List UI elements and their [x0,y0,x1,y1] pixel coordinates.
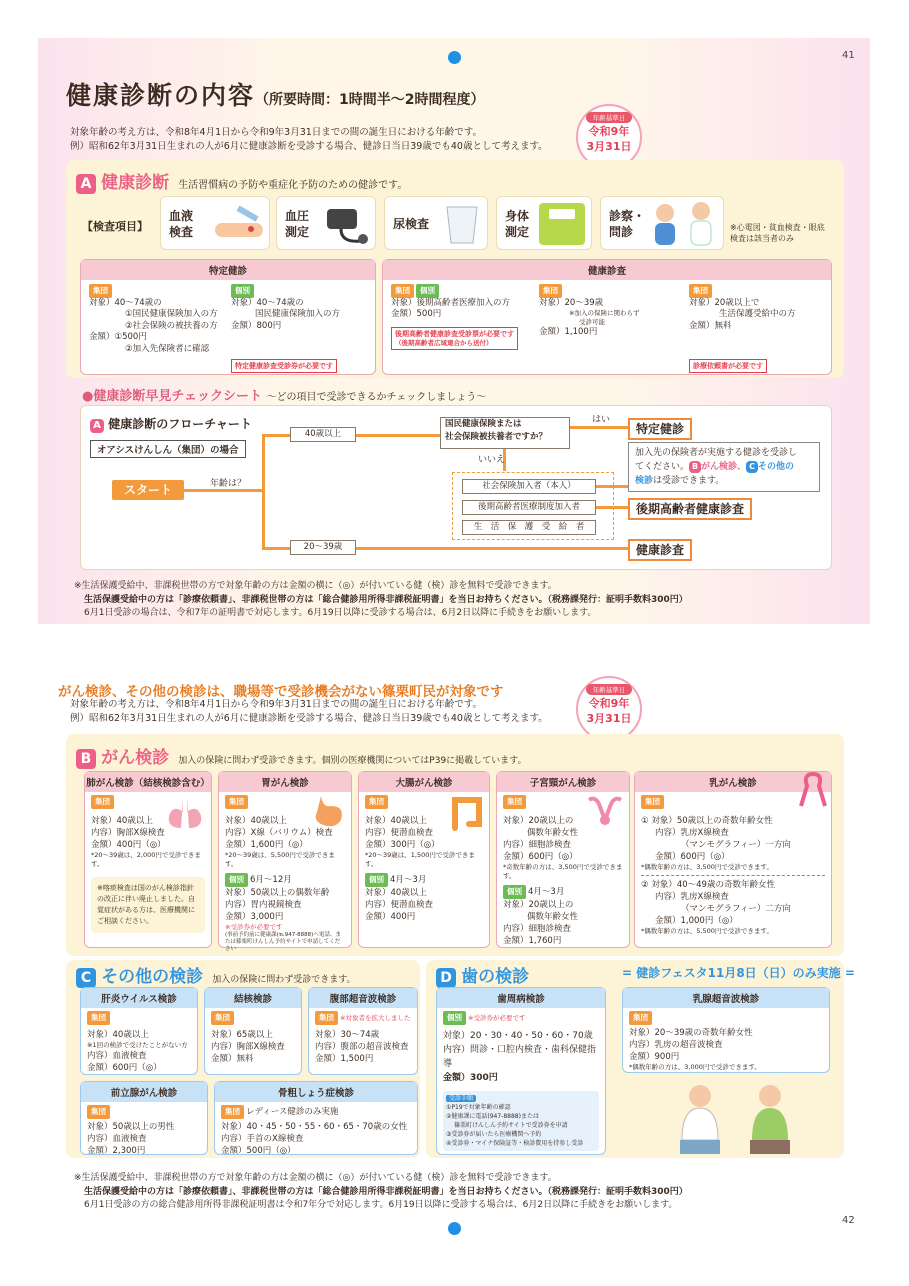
items-note: ※心電図・貧血検査・眼底 検査は該当者のみ [730,223,825,243]
age-base-badge: 年齢基準日 令和9年 3月31日 [576,676,642,742]
flow-line [184,489,264,492]
case-label: オアシスけんしん（集団）の場合 [90,440,246,458]
card-breast-ultrasound [622,987,830,1073]
kenkou-col3-warning: 診療依頼書が必要です [689,359,767,373]
flow-line [596,506,628,509]
card-header: 骨粗しょう症検診 [215,1082,417,1102]
tokutei-col1: 集団 対象）40〜74歳の ①国民健康保険加入の方 ②社会保険の被扶養の方 金額）①500円 ②加入先保険者に確認 [89,286,218,354]
flow-box-social: 社会保険加入者（本人） [462,479,596,494]
page-dot-top [448,51,461,64]
card-body: 集団 ※対象者を拡大しました 対象）30〜74歳 内容）腹部の超音波検査 金額）1,500円 [315,1013,411,1064]
card-abdominal-ultrasound [308,987,418,1075]
age-note: 対象年齢の考え方は、令和8年4月1日から令和9年3月31日までの間の誕生日における年齢です。 例）昭和62年3月31日生まれの人が6月に健康診断を受診する場合、健診日当日39歳でも40歳として考えます。 [70,127,548,152]
flow-line [262,434,265,548]
flowchart-title: A 健康診断のフローチャート [90,415,252,433]
card-prostate [80,1081,208,1155]
fes-title: = 健診フェスタ11月8日（日）のみ実施 = [622,966,855,980]
tokutei-warning: 特定健康診査受診券が必要です [231,359,337,373]
flow-result-elderly: 後期高齢者健康診査 [628,498,752,520]
card-body: 集団 対象）50歳以上の男性 内容）血液検査 金額）2,300円 [87,1107,175,1156]
section-a-heading: A 健康診断 生活習慣病の予防や重症化予防のための健診です。 [76,168,407,194]
section-c-heading: C その他の検診 加入の保険に問わず受診できます。 [76,962,355,988]
card-tokutei [80,259,376,375]
scale-icon [537,201,587,247]
page2-footer: ※生活保護受給中、非課税世帯の方で対象年齢の方は金額の横に（◎）が付いている健（検）診を無料で受診できます。 生活保護受給中の方は「診療依頼書」、非課税世帯の方は「総合健診用所得非課税証明書」を当日お持ちください。（税務課発行：証明手数料300円） 6月1日受診の方の総合健診用所得非課税証明書は令和7年分で対応します。6月19日以降に受診する場合は、6月2日以降に手続きをお願いします。 [74,1173,688,1210]
steps-box: 受診手順 ①P19で対象年齢の確認 ②健康課に電話(947-8888)または 篠栗町けんしん予約サイトで受診券を申請 ③受診券が届いたら医療機関へ予約 ④受診券・マイナ保険証等・検診費用を持参し受診 [443,1091,599,1151]
card-body: 集団 対象）40歳以上 内容）X線（バリウム）検査 金額）1,600円（◎） *20〜39歳は、5,500円で受診できます。 個別 6月〜12月 対象）50歳以上の偶数年齢 内容）胃内視鏡検査 金額）3,000円 ※受診券が必要です (事前予約前に健康課(℡947-8888)へ電話、または篠栗町けんしん予約サイトで申請してください [225,797,341,952]
page-number: 42 [842,1215,855,1226]
kenkou-col1: 集団 個別 対象）後期高齢者医療加入の方 金額）500円 後期高齢者健康診査受診票が必要です （後期高齢者広域連合から送付） [391,284,531,350]
page-title: 健康診断の内容（所要時間：1時間半〜2時間程度） [66,81,485,110]
card-body: 個別 ※受診券が必要です 対象）20・30・40・50・60・70歳 内容）問診・口腔内検査・歯科保健指導 金額）300円 受診手順 ①P19で対象年齢の確認 ②健康課に電話(947-8888)または 篠栗町けんしん予約サイトで受診券を申請 ③受診券が届いたら医療機関へ予約 ④受診券・マイナ保険証等・検診費用を持参し受診 [437,1008,605,1154]
card-tuberculosis [204,987,302,1075]
uterus-icon [585,794,625,828]
flow-question: 国民健康保険または 社会保険被扶養者ですか？ [440,417,570,449]
flow-yes: はい [592,415,611,425]
card-header: 腹部超音波検診 [309,988,417,1008]
card-lung [84,771,212,948]
card-header: 前立腺がん検診 [81,1082,207,1102]
card-breast [634,771,832,948]
flow-no: いいえ [478,455,506,465]
card-header: 歯周病検診 [437,988,605,1008]
card-body: 集団 対象）40歳以上 内容）胸部X線検査 金額）400円（◎） *20〜39歳は、2,000円で受診できます。 ※喀痰検査は国のがん検診指針の改正に伴い廃止しました。自覚症状がある方は、医療機関にご相談ください。 [85,792,211,936]
card-header: 特定健診 [81,260,375,280]
doctor-consultation-illustration [660,1080,810,1158]
card-header: 結核検診 [205,988,301,1008]
flow-line [570,426,628,429]
card-header: 健康診査 [383,260,831,280]
page-dot-bottom [448,1222,461,1235]
card-body: 集団 レディース健診のみ実施 対象）40・45・50・55・60・65・70歳の女性 内容）手首のX線検査 金額）500円（◎） [221,1107,408,1156]
card-stomach [218,771,352,952]
section-b-heading: B がん検診 加入の保険に問わず受診できます。個別の医療機関についてはP39に掲載しています。 [76,743,526,769]
age-note: 対象年齢の考え方は、令和8年4月1日から令和9年3月31日までの間の誕生日における年齢です。 例）昭和62年3月31日生まれの人が6月に健康診断を受診する場合、健診日当日39歳でも40歳として考えます。 [70,699,548,724]
urine-cup-icon [443,203,481,247]
flow-box-welfare: 生 活 保 護 受 給 者 [462,520,596,535]
flow-age-question: 年齢は？ [210,479,247,489]
card-body: 集団 対象）20〜39歳の奇数年齢女性 内容）乳房の超音波検査 金額）900円 *偶数年齢の方は、3,000円で受診できます。 [629,1013,761,1071]
flow-note: 加入先の保険者が実施する健診を受診し てください。 B がん検診、 C その他の 検診は受診できます。 [628,442,820,492]
flow-line [596,485,628,488]
card-body: 集団 対象）65歳以上 内容）胸部X線検査 金額）無料 [211,1013,285,1064]
card-header: 乳がん検診 [635,772,831,792]
age-base-badge: 年齢基準日 令和9年 3月31日 [576,104,642,170]
lungs-icon [165,794,205,832]
card-body: 集団 対象）40歳以上 ※1回の検診で受けたことがない方 内容）血液検査 金額）600円（◎） [87,1013,188,1073]
stomach-icon [311,794,347,830]
card-body: 集団 ① 対象）50歳以上の奇数年齢女性 内容）乳房X線検査 （マンモグラフィー）一方向 金額）600円（◎） *偶数年齢の方は、3,500円で受診できます。 ② 対象）40〜49歳の奇数年齢女性 内容）乳房X線検査 （マンモグラフィー）二方向 金額）1,000円（◎） *偶数年齢の方は、5,500円で受診できます。 [635,792,831,939]
checksheet-heading: ●健康診断早見チェックシート 〜どの項目で受診できるかチェックしましょう〜 [82,389,487,404]
card-header: 肺がん検診（結核検診含む） [85,772,211,792]
page2-heading: がん検診、その他の検診は、職場等で受診機会がない篠栗町民が対象です [58,684,504,700]
flow-start: スタート [112,480,184,500]
card-colon [358,771,490,948]
card-periodontal [436,987,606,1155]
card-header: 乳腺超音波検診 [623,988,829,1008]
doctor-patient-icon [647,199,721,249]
page1-footer: ※生活保護受給中、非課税世帯の方で対象年齢の方は金額の横に（◎）が付いている健（検）診を無料で受診できます。 生活保護受給中の方は「診療依頼書」、非課税世帯の方は「総合健診用所得非課税証明書」を当日お持ちください。（税務課発行：証明手数料300円） 6月1日受診の場合は、令和7年の証明書で対応します。6月19日以降に受診する場合は、6月2日以降に手続きをお願いします。 [74,581,688,618]
section-d-heading: D 歯の検診 [436,962,529,988]
card-header: 子宮頸がん検診 [497,772,629,792]
flow-box-elderly: 後期高齢者医療制度加入者 [462,500,596,515]
blood-pressure-icon [321,201,373,247]
card-header: 肝炎ウイルス検診 [81,988,197,1008]
card-kenkou-shinsa [382,259,832,375]
card-body: 集団 対象）40歳以上 内容）便潜血検査 金額）300円（◎） *20〜39歳は、1,500円で受診できます。 個別 4月〜3月 対象）40歳以上 内容）便潜血検査 金額）400円 [365,797,475,922]
flow-20-39: 20〜39歳 [290,540,356,555]
item-blood-test: 血液 検査 [160,196,270,250]
item-body-measure: 身体 測定 [496,196,592,250]
blood-test-icon [211,203,267,247]
page-number: 41 [842,50,855,61]
pink-ribbon-icon [795,770,831,810]
card-hepatitis [80,987,198,1075]
flow-over40: 40歳以上 [290,427,356,442]
item-blood-pressure: 血圧 測定 [276,196,376,250]
card-body: 集団 対象）20歳以上の 偶数年齢女性 内容）細胞診検査 金額）600円（◎） *奇数年齢の方は、3,500円で受診できます。 個別 4月〜3月 対象）20歳以上の 偶数年齢女性 内容）細胞診検査 金額）1,760円 [503,797,623,946]
card-header: 胃がん検診 [219,772,351,792]
card-header: 大腸がん検診 [359,772,489,792]
card-osteoporosis [214,1081,418,1155]
flow-result-tokutei: 特定健診 [628,418,692,440]
tokutei-col2: 個別 対象）40〜74歳の 国民健康保険加入の方 金額）800円 [231,286,341,331]
card-cervical [496,771,630,948]
item-exam-interview: 診察・ 問診 [600,196,724,250]
items-label: 【検査項目】 [82,220,148,233]
item-urine-test: 尿検査 [384,196,488,250]
kenkou-col2: 集団 対象）20〜39歳 ※加入の保険に関わらず 受診可能 金額）1,100円 [539,286,640,337]
kenkou-col3: 集団 対象）20歳以上で 生活保護受給中の方 金額）無料 [689,286,796,331]
colon-icon [447,794,487,832]
flow-result-kenkou: 健康診査 [628,539,692,561]
